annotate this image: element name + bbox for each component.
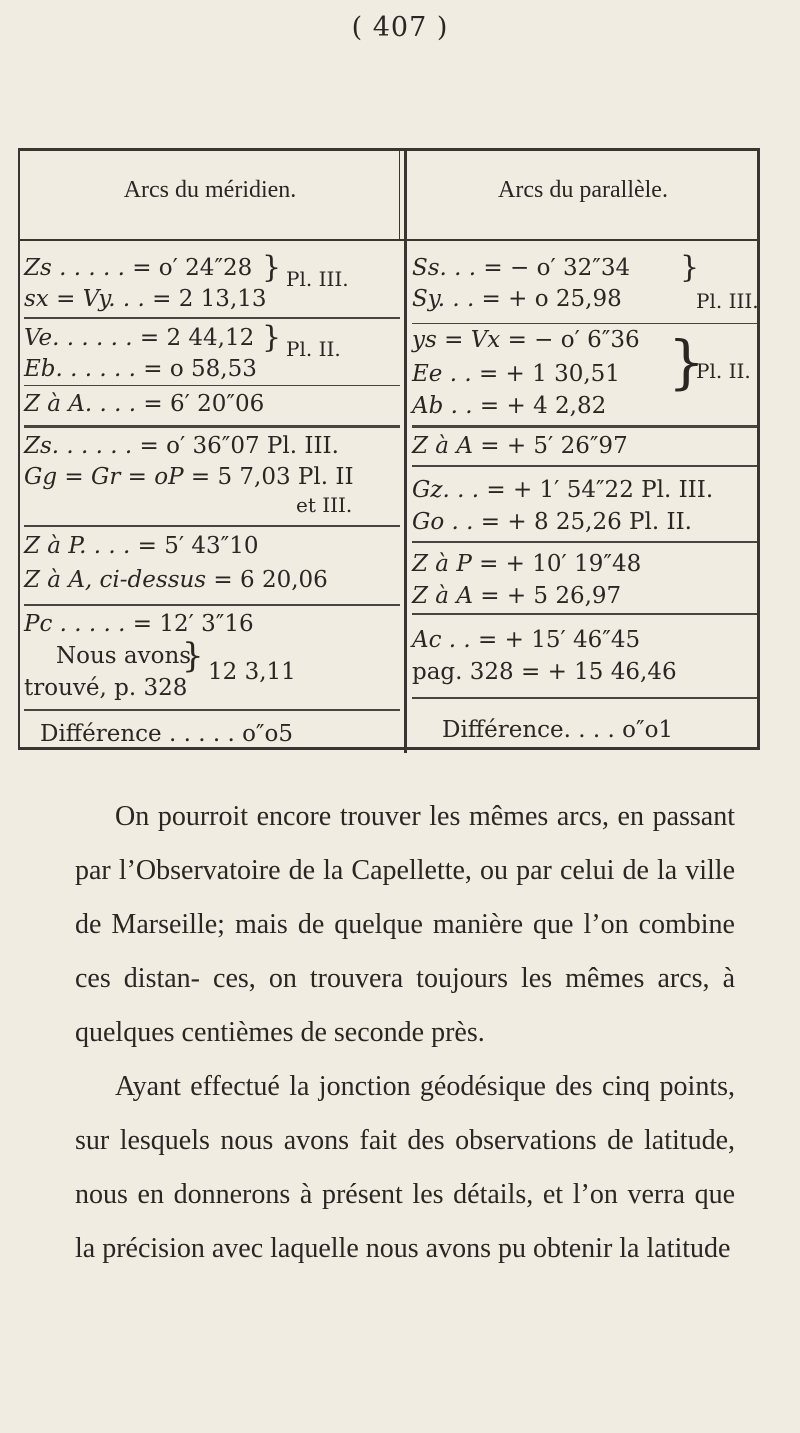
row-label: Pc . . . . . = [24,611,160,637]
meridian-row-7 [24,462,354,492]
row-value: 2 13,13 [178,286,267,312]
row-label: Z à P. . . . = [24,533,165,559]
parallel-row-7 [412,475,713,505]
row-value: o′ 6″36 [560,327,640,353]
paragraph-1 [75,790,735,1060]
parallel-row-12 [412,657,677,687]
row-value: 15 46,46 [574,659,677,685]
row-rule [412,323,757,324]
text-line: quelques centièmes de seconde près. [75,1017,485,1048]
row-value: 5 7,03 Pl. II [217,464,354,490]
header-parallel: Arcs du parallèle. [498,177,668,203]
meridian-row-11-value: 12 3,11 [208,659,296,685]
parallel-row-9 [412,549,641,579]
row-rule [412,541,757,543]
row-value: 12′ 3″16 [159,611,254,637]
text-line: présent les détails, et l’on verra que la précision [75,1179,736,1264]
row-value: 2 44,12 [166,325,255,351]
row-value: o 25,98 [534,286,622,312]
row-label: Ac . . = + [412,627,532,653]
plate-ref: Pl. III. [286,267,349,291]
brace-icon: } [680,250,700,285]
row-label: Eb. . . . . . = [24,356,170,382]
parallel-difference: Différence. . . . o″o1 [442,717,674,743]
row-rule [412,425,757,428]
meridian-column [24,241,400,750]
row-label: Gg = Gr = oP = [24,464,218,490]
row-rule [412,613,757,615]
meridian-row-11a: Nous avons [56,643,192,669]
text-line: en passant par l’Observatoire de la Capellette, [75,801,735,886]
plate-ref: Pl. III. [696,289,759,313]
text-line: cinq points, sur lesquels nous avons fait des [75,1071,735,1156]
row-value: 6′ 20″06 [170,391,265,417]
brace-icon: } [182,636,204,676]
row-label: sx = Vy. . . = [24,286,179,312]
row-value: 4 2,82 [533,393,607,419]
table-header [20,151,757,241]
row-rule [24,317,400,319]
arcs-table [18,148,760,750]
row-value: 8 25,26 Pl. II. [533,509,692,535]
row-label: Ss. . . = − [412,255,537,281]
parallel-row-11 [412,625,640,655]
row-label: Z à A = + [412,433,534,459]
row-value: 6 20,06 [240,567,328,593]
parallel-column [412,241,757,750]
meridian-row-5 [24,389,264,419]
brace-icon: } [668,328,705,396]
text-line: ces, on trouvera toujours les mêmes arcs, à [213,963,736,994]
meridian-row-10 [24,609,254,639]
plate-ref: Pl. II. [696,359,751,383]
row-rule [24,385,400,386]
parallel-row-3 [412,325,640,355]
meridian-row-4 [24,354,257,384]
parallel-row-6 [412,431,628,461]
row-rule [24,604,400,606]
meridian-row-6 [24,431,339,461]
row-value: 1 30,51 [532,361,620,387]
meridian-row-9 [24,565,328,595]
row-rule [24,425,400,428]
parallel-row-10 [412,581,621,611]
plate-ref: et III. [296,493,353,517]
row-label: Ve. . . . . . = [24,325,167,351]
text-line: avec laquelle nous avons pu obtenir la latitude [211,1233,731,1264]
row-label: Zs. . . . . . = [24,433,167,459]
row-value: 5 26,97 [533,583,622,609]
header-meridian: Arcs du méridien. [123,177,297,203]
row-value: o 58,53 [169,356,257,382]
row-value: o′ 24″28 [158,255,253,281]
row-label: Z à P = + [412,551,533,577]
text-line: ou par celui de la ville de Marseille; mais de [75,855,736,940]
row-value: o′ 32″34 [536,255,631,281]
row-rule [24,709,400,711]
row-label: Ab . . = + [412,393,534,419]
text-line: quelque manière que l’on combine ces distan- [75,909,735,994]
meridian-row-3 [24,323,254,353]
parallel-row-5 [412,391,606,421]
row-label: Ee . . = + [412,361,533,387]
row-rule [412,697,757,699]
parallel-row-4 [412,359,620,389]
parallel-row-2 [412,284,622,314]
row-label: Sy. . . = + [412,286,535,312]
brace-icon: } [262,250,282,285]
meridian-row-1 [24,253,252,283]
row-value: 1′ 54″22 Pl. III. [539,477,714,503]
row-value: o′ 36″07 Pl. III. [166,433,339,459]
paragraph-2 [75,1060,735,1276]
body-text [75,790,735,1276]
meridian-row-11b: trouvé, p. 328 [24,675,188,701]
row-label: Z à A. . . . = [24,391,170,417]
brace-icon: } [262,320,282,355]
row-label: Gz. . . = + [412,477,540,503]
plate-ref: Pl. II. [286,337,341,361]
page-number: ( 407 ) [351,12,449,43]
row-label: Zs . . . . . = [24,255,159,281]
row-value: 15′ 46″45 [531,627,641,653]
row-value: 10′ 19″48 [532,551,642,577]
row-label: Z à A = + [412,583,534,609]
row-value: 5′ 43″10 [164,533,259,559]
row-rule [24,525,400,527]
meridian-difference: Différence . . . . . o″o5 [40,721,293,747]
row-label: pag. 328 = + [412,659,575,685]
column-divider [404,151,407,753]
header-divider [399,151,400,241]
parallel-row-1 [412,253,630,283]
meridian-row-8 [24,531,259,561]
text-line: Ayant effectué la jonction géodésique des [115,1071,593,1102]
text-line: On pourroit encore trouver les mêmes arcs, [115,801,609,832]
row-rule [412,465,757,467]
text-line: observations de latitude, nous en donnerons à [75,1125,735,1210]
meridian-row-2 [24,284,267,314]
row-value: 5′ 26″97 [533,433,628,459]
row-label: Go . . = + [412,509,534,535]
row-label: Z à A, ci-dessus = [24,567,241,593]
parallel-row-8 [412,507,692,537]
row-label: ys = Vx = − [412,327,561,353]
